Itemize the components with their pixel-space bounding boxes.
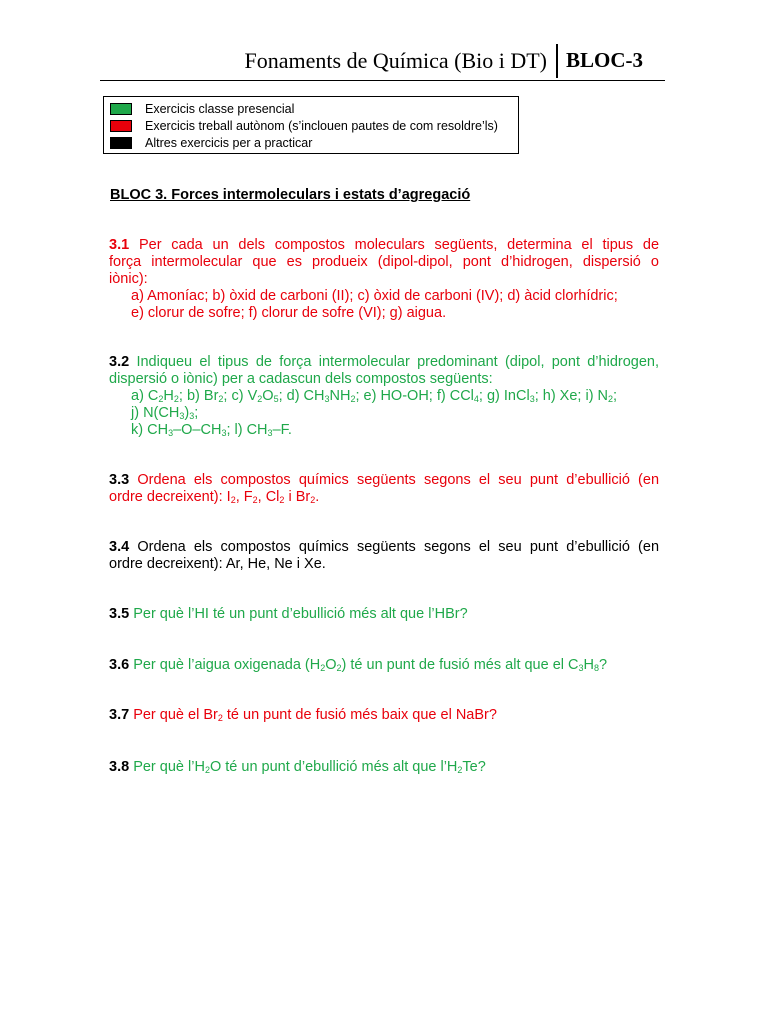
exercise-item: k) $CH_3-O-CH_3$; l) $CH_3-F$. bbox=[131, 422, 292, 438]
black-swatch bbox=[110, 137, 132, 149]
exercise-item: a) Amoníac; b) òxid de carboni (II); c) òxid de carboni (IV); d) àcid clorhídric; bbox=[131, 288, 618, 304]
exercise-3-1 bbox=[109, 237, 659, 322]
exercise-3-4 bbox=[109, 539, 659, 573]
header-divider bbox=[556, 44, 558, 78]
section-title: BLOC 3. Forces intermoleculars i estats d’agregació bbox=[110, 187, 471, 203]
legend-label: Exercicis classe presencial bbox=[145, 102, 295, 116]
exercise-3-7: 3.7 Per què el $Br_2$ té un punt de fusió més baix que el NaBr? bbox=[109, 707, 497, 723]
exercise-number: 3.3 bbox=[109, 472, 130, 488]
exercise-text: Per què l’HI té un punt d’ebullició més alt que l’HBr? bbox=[133, 606, 468, 622]
exercise-number: 3.4 bbox=[109, 539, 130, 555]
exercise-text: força intermolecular que es produeix (dipol-dipol, pont d’hidrogen, dispersió o bbox=[109, 254, 659, 270]
exercise-3-5 bbox=[109, 606, 659, 623]
page-header bbox=[100, 44, 665, 81]
exercise-number: 3.6 bbox=[109, 657, 130, 673]
exercise-text: Ordena els compostos químics següents segons el seu punt d’ebullició (en bbox=[137, 472, 660, 488]
legend-label: Altres exercicis per a practicar bbox=[145, 136, 313, 150]
exercise-number: 3.1 bbox=[109, 237, 130, 253]
exercise-3-2 bbox=[109, 354, 659, 439]
legend-label: Exercicis treball autònom (s’inclouen pautes de com resoldre’ls) bbox=[145, 119, 498, 133]
exercise-number: 3.8 bbox=[109, 759, 130, 775]
red-swatch bbox=[110, 120, 132, 132]
exercise-text: Ordena els compostos químics següents segons el seu punt d’ebullició (en bbox=[137, 539, 660, 555]
exercise-text: ordre decreixent): Ar, He, Ne i Xe. bbox=[109, 556, 326, 572]
green-swatch bbox=[110, 103, 132, 115]
exercise-3-3: 3.3 Ordena els compostos químics següents segons el seu punt d’ebullició (en ordre decreixent): $I_2$, $F_2$, $Cl_2$ i $Br_2$. bbox=[109, 472, 660, 505]
exercise-item: e) clorur de sofre; f) clorur de sofre (VI); g) aigua. bbox=[131, 305, 447, 321]
exercise-text: dispersió o iònic) per a cadascun dels compostos següents: bbox=[109, 371, 493, 387]
exercise-number: 3.5 bbox=[109, 606, 130, 622]
exercise-number: 3.2 bbox=[109, 354, 130, 370]
exercise-text: iònic): bbox=[109, 271, 148, 287]
legend-item-altres bbox=[110, 135, 312, 151]
exercise-text: Per cada un dels compostos moleculars següents, determina el tipus de bbox=[138, 237, 660, 253]
exercise-number: 3.7 bbox=[109, 707, 130, 723]
exercise-text: ordre decreixent): bbox=[109, 489, 223, 505]
exercise-3-6: 3.6 Per què l’aigua oxigenada $(H_2O_2)$ té un punt de fusió més alt que el $C_3H_8$? bbox=[109, 657, 608, 673]
exercise-item: a) $C_2H_2$; b) $Br_2$; c) $V_2O_5$; d) $CH_3NH_2$; e) HO-OH; f) CCl$_4$; g) InCl$_3$; h) Xe; i) $N_2$; bbox=[131, 388, 618, 404]
exercise-item: j) $N(CH_3)_3$; bbox=[131, 405, 199, 421]
document-title: Fonaments de Química (Bio i DT) bbox=[244, 48, 547, 73]
legend-item-autonom bbox=[110, 118, 498, 134]
legend-item-classe bbox=[110, 101, 294, 117]
exercise-text: Indiqueu el tipus de força intermolecular predominant (dipol, pont d’hidrogen, bbox=[136, 354, 659, 370]
exercise-3-8: 3.8 Per què $l’H_2O$ té un punt d’ebullició més alt que $l’H_2Te$? bbox=[109, 759, 486, 775]
bloc-label: BLOC-3 bbox=[566, 48, 644, 72]
color-legend bbox=[103, 96, 519, 154]
